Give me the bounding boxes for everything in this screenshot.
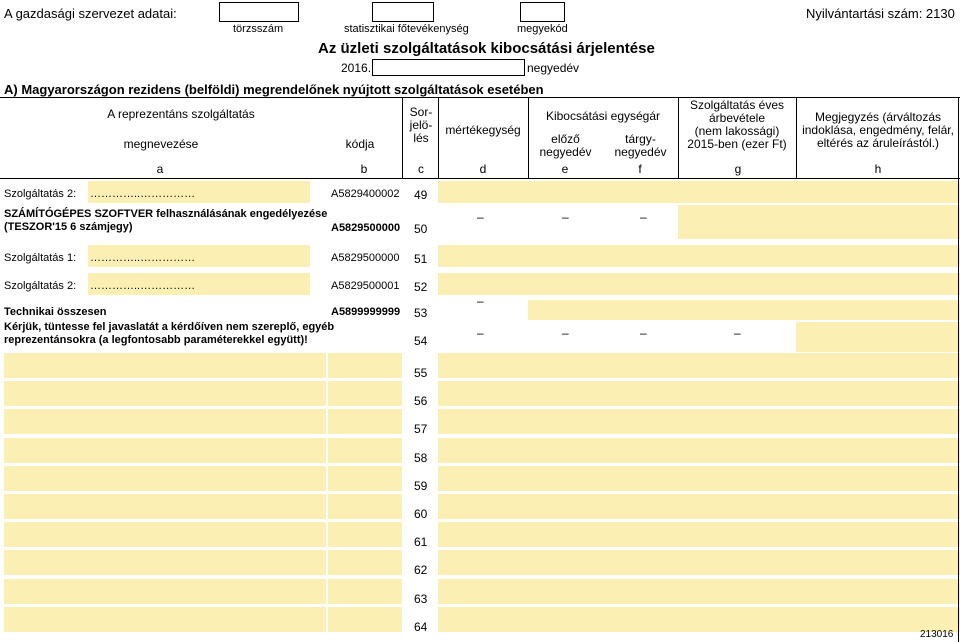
letter-c: c [418,162,424,176]
row-61-prev[interactable] [528,522,603,547]
row-63-no: 63 [414,592,428,606]
row-63-name[interactable] [4,579,326,604]
row-51-curr[interactable] [603,245,678,267]
row-54-no: 54 [414,334,428,348]
row-58-revenue[interactable] [678,438,796,463]
row-53-unit-dash: – [477,294,484,308]
row-57-revenue[interactable] [678,409,796,434]
row-56-code[interactable] [328,381,402,406]
row-54-prev-dash: – [562,326,569,340]
row-60-prev[interactable] [528,494,603,519]
row-52-code: A5829500001 [331,280,400,292]
row-58-no: 58 [414,451,428,465]
header-unit: mértékegység [445,123,521,137]
header-note: Megjegyzés (árváltozás indoklása, engedmény, felár, eltérés az áruleírástól.) [802,110,954,150]
letter-b: b [360,162,368,176]
row-59-curr[interactable] [603,466,678,491]
row-50-no: 50 [414,222,428,236]
row-56-unit[interactable] [438,381,528,406]
row-60-code[interactable] [328,494,402,519]
row-50-prev-dash: – [562,210,569,224]
row-54-unit-dash: – [477,326,484,340]
row-59-unit[interactable] [438,466,528,491]
row-51-dots: …………..…………… [90,252,196,264]
row-51-unit[interactable] [438,245,528,267]
tax-number-label: törzsszám [233,23,284,35]
row-51-name: Szolgáltatás 1: [4,252,77,264]
header-prev-quarter: előző negyedév [539,132,592,159]
row-62-revenue[interactable] [678,550,796,575]
row-58-prev[interactable] [528,438,603,463]
header-rep-service: A reprezentáns szolgáltatás [107,107,255,121]
row-49-code: A5829400002 [331,188,400,200]
row-53-name: Technikai összesen [4,306,107,318]
row-57-note[interactable] [796,409,960,434]
row-50-curr-dash: – [640,210,647,224]
row-53-code: A5899999999 [331,306,401,318]
row-57-curr[interactable] [603,409,678,434]
row-56-name[interactable] [4,381,326,406]
row-59-note[interactable] [796,466,960,491]
row-51-no: 51 [414,252,428,266]
row-52-dots: …………..…………… [90,280,196,292]
row-58-name[interactable] [4,438,326,463]
section-a-title: A) Magyarországon rezidens (belföldi) megrendelőnek nyújtott szolgáltatások esetében [4,82,544,97]
row-58-unit[interactable] [438,438,528,463]
county-code-field[interactable] [520,2,565,22]
row-56-no: 56 [414,394,428,408]
row-59-no: 59 [414,479,428,493]
row-61-curr[interactable] [603,522,678,547]
tax-number-field[interactable] [219,2,299,22]
row-62-note[interactable] [796,550,960,575]
table-top-line [0,97,960,98]
header-bottom-line [0,178,960,179]
footer-code: 213016 [920,629,954,640]
row-60-unit[interactable] [438,494,528,519]
row-57-no: 57 [414,422,428,436]
row-61-name[interactable] [4,522,326,547]
row-57-prev[interactable] [528,409,603,434]
letter-g: g [734,162,742,176]
row-56-note[interactable] [796,381,960,406]
row-52-revenue[interactable] [678,273,796,295]
row-53-prev[interactable] [528,300,603,320]
row-59-prev[interactable] [528,466,603,491]
row-52-curr[interactable] [603,273,678,295]
row-59-code[interactable] [328,466,402,491]
row-49-note[interactable] [796,181,960,203]
header-unit-price: Kibocsátási egységár [545,109,661,123]
row-53-note[interactable] [796,300,960,320]
row-62-no: 62 [414,563,428,577]
row-49-dots: …………..…………… [90,188,196,200]
row-54-name: Kérjük, tüntesse fel javaslatát a kérdőíven nem szereplő, egyéb reprezentánsokra (a legfontosabb paraméterekkel együtt)! [4,321,335,346]
row-64-no: 64 [414,620,428,634]
row-63-revenue[interactable] [678,579,796,604]
row-53-revenue[interactable] [678,300,796,320]
row-51-revenue[interactable] [678,245,796,267]
row-63-prev[interactable] [528,579,603,604]
row-64-prev[interactable] [528,607,603,632]
row-61-revenue[interactable] [678,522,796,547]
row-49-unit[interactable] [438,181,528,203]
grid-line-d [528,97,529,178]
letter-d: d [479,162,487,176]
row-55-prev[interactable] [528,353,603,378]
row-52-no: 52 [414,280,428,294]
row-51-prev[interactable] [528,245,603,267]
row-54-note[interactable] [796,322,960,352]
letter-f: f [638,162,642,176]
row-51-code: A5829500000 [331,252,400,264]
row-57-code[interactable] [328,409,402,434]
row-57-name[interactable] [4,409,326,434]
row-55-unit[interactable] [438,353,528,378]
quarter-label: negyedév [527,61,580,75]
row-63-curr[interactable] [603,579,678,604]
grid-line-b [402,97,403,178]
row-61-unit[interactable] [438,522,528,547]
row-55-no: 55 [414,366,428,380]
main-activity-field[interactable] [372,2,434,22]
registry-number: Nyilvántartási szám: 2130 [806,6,955,21]
row-55-code[interactable] [328,353,402,378]
row-63-note[interactable] [796,579,960,604]
row-64-revenue[interactable] [678,607,796,632]
row-56-revenue[interactable] [678,381,796,406]
row-52-prev[interactable] [528,273,603,295]
year-label: 2016. [341,61,372,75]
row-49-curr[interactable] [603,181,678,203]
row-60-note[interactable] [796,494,960,519]
grid-line-f [678,97,679,178]
row-64-unit[interactable] [438,607,528,632]
row-52-name: Szolgáltatás 2: [4,280,77,292]
header-name: megnevezése [123,137,199,151]
quarter-field[interactable] [372,59,525,76]
row-56-curr[interactable] [603,381,678,406]
row-64-curr[interactable] [603,607,678,632]
row-58-code[interactable] [328,438,402,463]
row-55-note[interactable] [796,353,960,378]
row-49-name: Szolgáltatás 2: [4,188,77,200]
page-title: Az üzleti szolgáltatások kibocsátási árjelentése [318,40,655,57]
row-60-curr[interactable] [603,494,678,519]
row-50-note[interactable] [796,205,960,239]
row-59-name[interactable] [4,466,326,491]
header-code: kódja [345,137,375,151]
row-57-unit[interactable] [438,409,528,434]
row-62-unit[interactable] [438,550,528,575]
row-49-revenue[interactable] [678,181,796,203]
row-53-no: 53 [414,306,428,320]
row-53-curr[interactable] [603,300,678,320]
row-51-note[interactable] [796,245,960,267]
row-58-note[interactable] [796,438,960,463]
header-revenue: Szolgáltatás éves árbevétele (nem lakossági) 2015-ben (ezer Ft) [687,98,787,151]
row-52-unit[interactable] [438,273,528,295]
row-55-curr[interactable] [603,353,678,378]
row-60-revenue[interactable] [678,494,796,519]
row-49-no: 49 [414,188,428,202]
row-49-prev[interactable] [528,181,603,203]
letter-h: h [874,162,882,176]
row-61-no: 61 [414,535,428,549]
row-50-name: SZÁMÍTÓGÉPES SZOFTVER felhasználásának engedélyezése (TESZOR'15 6 számjegy) [4,208,328,233]
county-code-label: megyekód [517,23,568,35]
row-61-note[interactable] [796,522,960,547]
row-59-revenue[interactable] [678,466,796,491]
main-activity-label: statisztikai főtevékenység [344,23,469,35]
row-54-revenue-dash: – [734,326,741,340]
row-62-code[interactable] [328,550,402,575]
letter-a: a [156,162,164,176]
grid-line-c [438,97,439,178]
row-64-name[interactable] [4,607,326,632]
org-label: A gazdasági szervezet adatai: [4,6,177,21]
row-50-unit-dash: – [477,210,484,224]
table-border-right [958,98,959,642]
row-56-prev[interactable] [528,381,603,406]
row-64-code[interactable] [328,607,402,632]
row-55-revenue[interactable] [678,353,796,378]
header-curr-quarter: tárgy- negyedév [614,132,667,159]
header-row-no: Sor- jelö- lés [409,105,433,145]
row-54-curr-dash: – [640,326,647,340]
grid-line-g [796,97,797,178]
row-58-curr[interactable] [603,438,678,463]
row-50-revenue[interactable] [678,205,796,239]
row-55-name[interactable] [4,353,326,378]
row-60-name[interactable] [4,494,326,519]
letter-e: e [561,162,569,176]
row-61-code[interactable] [328,522,402,547]
row-63-code[interactable] [328,579,402,604]
row-62-prev[interactable] [528,550,603,575]
row-60-no: 60 [414,507,428,521]
row-50-code: A5829500000 [331,222,401,234]
row-62-name[interactable] [4,550,326,575]
row-52-note[interactable] [796,273,960,295]
row-62-curr[interactable] [603,550,678,575]
row-63-unit[interactable] [438,579,528,604]
